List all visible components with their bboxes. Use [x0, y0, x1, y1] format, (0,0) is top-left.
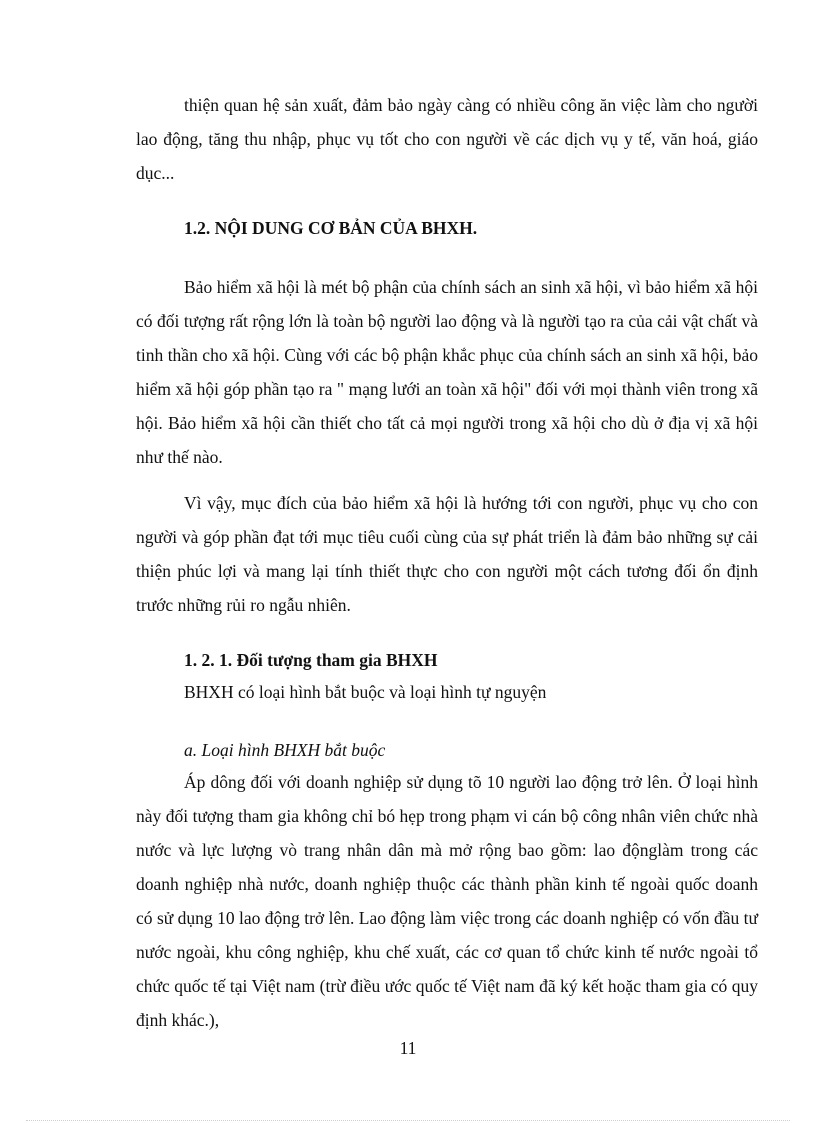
paragraph-continuation: thiện quan hệ sản xuất, đảm bảo ngày càng có nhiều công ăn việc làm cho người lao động, tăng thu nhập, phục vụ tốt cho con người về các dịch vụ y tế, văn hoá, giáo dục...	[136, 95, 758, 183]
paragraph-bhxh-definition: Bảo hiểm xã hội là mét bộ phận của chính sách an sinh xã hội, vì bảo hiểm xã hội có đối tượng rất rộng lớn là toàn bộ người lao động và là người tạo ra của cải vật chất và tinh thần cho xã hội. Cùng với các bộ phận khắc phục của chính sách an sinh xã hội, bảo hiểm xã hội góp phần tạo ra " mạng lưới an toàn xã hội" đối với mọi thành viên trong xã hội. Bảo hiểm xã hội cần thiết cho tất cả mọi người trong xã hội cho dù ở địa vị xã hội như thế nào.	[136, 277, 758, 467]
paragraph-bhxh-purpose: Vì vậy, mục đích của bảo hiểm xã hội là hướng tới con người, phục vụ cho con người và góp phần đạt tới mục tiêu cuối cùng của sự phát triển là đảm bảo những sự cải thiện phúc lợi và mang lại tính thiết thực cho con người một cách tương đối ổn định trước những rủi ro ngẫu nhiên.	[136, 493, 758, 615]
subsection-intro: BHXH có loại hình bắt buộc và loại hình tự nguyện	[184, 682, 547, 702]
section-heading: 1.2. NỘI DUNG CƠ BẢN CỦA BHXH.	[184, 218, 478, 238]
item-a-heading: a. Loại hình BHXH bắt buộc	[184, 740, 386, 760]
page-bottom-divider	[26, 1120, 790, 1121]
page-number: 11	[399, 1038, 417, 1058]
subsection-heading: 1. 2. 1. Đối tượng tham gia BHXH	[184, 650, 438, 670]
paragraph-mandatory-type: Áp dông đối với doanh nghiệp sử dụng tõ 10 người lao động trở lên. Ở loại hình này đối tượng tham gia không chỉ bó hẹp trong phạm vi cán bộ công nhân viên chức nhà nước và lực lượng vò trang nhân dân mà mở rộng bao gồm: lao độnglàm trong các doanh nghiệp nhà nước, doanh nghiệp thuộc các thành phần kinh tế ngoài quốc doanh có sử dụng 10 lao động trở lên. Lao động làm việc trong các doanh nghiệp có vốn đầu tư nước ngoài, khu công nghiệp, khu chế xuất, các cơ quan tổ chức kinh tế nước ngoài tổ chức quốc tế tại Việt nam (trừ điều ước quốc tế Việt nam đã ký kết hoặc tham gia có quy định khác.),	[136, 772, 758, 1030]
